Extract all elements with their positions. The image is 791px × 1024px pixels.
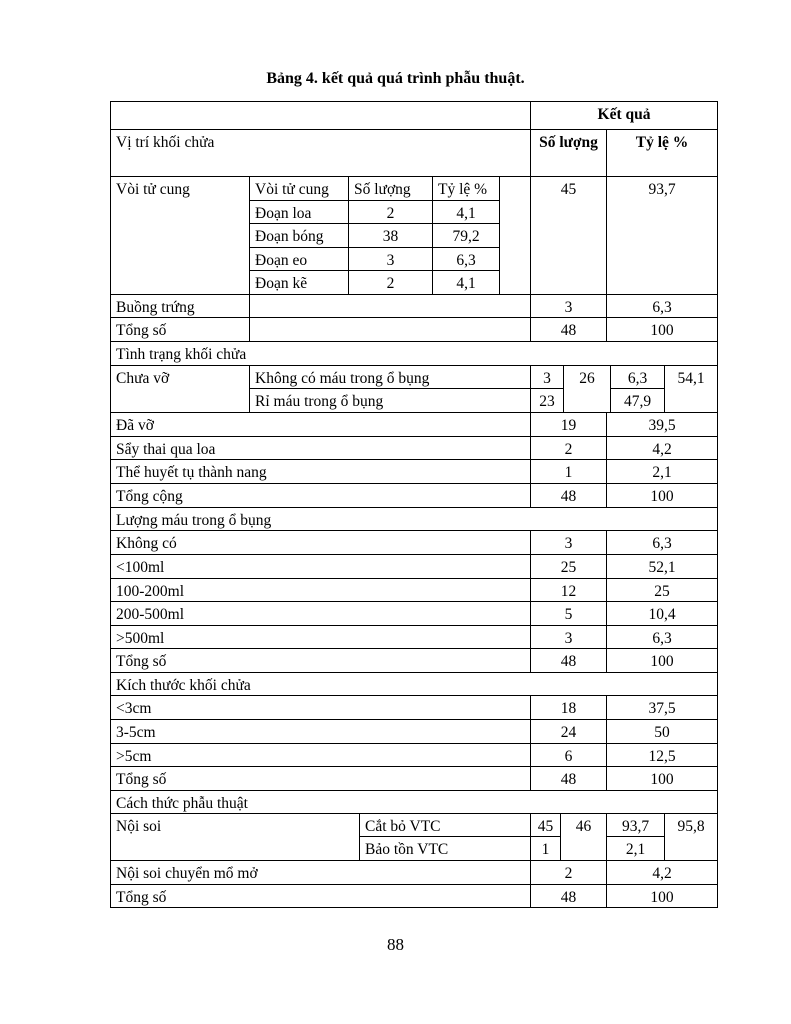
cell-total-count: 26 bbox=[563, 365, 611, 413]
row-label: 200-500ml bbox=[110, 601, 531, 626]
cell-pct: 12,5 bbox=[606, 743, 718, 767]
sub-row-name: Đoạn kẽ bbox=[249, 270, 349, 295]
cell-count: 25 bbox=[530, 554, 607, 579]
cell-pct: 100 bbox=[606, 884, 718, 908]
row-label: >5cm bbox=[110, 743, 531, 767]
sub-row-pct: 6,3 bbox=[432, 247, 500, 271]
cell-count: 48 bbox=[530, 317, 607, 342]
cell-pct: 39,5 bbox=[606, 412, 718, 437]
section-header: Tình trạng khối chửa bbox=[110, 341, 718, 366]
sub-row-name: Cắt bỏ VTC bbox=[359, 813, 531, 837]
row-label: Thể huyết tụ thành nang bbox=[110, 459, 531, 484]
cell-count: 3 bbox=[530, 625, 607, 649]
sub-header-count: Số lượng bbox=[348, 176, 433, 201]
cell-pct: 50 bbox=[606, 719, 718, 744]
cell-pct: 6,3 bbox=[606, 530, 718, 555]
cell-count: 1 bbox=[530, 459, 607, 484]
row-label: 3-5cm bbox=[110, 719, 531, 744]
row-label-voi-tu-cung: Vòi tử cung bbox=[110, 176, 250, 295]
sub-row-count: 23 bbox=[530, 388, 564, 413]
cell-pct: 4,2 bbox=[606, 436, 718, 460]
sub-row-name: Đoạn bóng bbox=[249, 223, 349, 248]
sub-row-pct: 47,9 bbox=[610, 388, 665, 413]
row-label: >500ml bbox=[110, 625, 531, 649]
cell-count: 48 bbox=[530, 648, 607, 673]
page-number: 88 bbox=[387, 935, 404, 954]
cell-count: 18 bbox=[530, 695, 607, 720]
section-header: Lượng máu trong ổ bụng bbox=[110, 507, 718, 531]
cell-pct: 52,1 bbox=[606, 554, 718, 579]
row-label: 100-200ml bbox=[110, 578, 531, 602]
sub-row-pct: 4,1 bbox=[432, 200, 500, 224]
header-vi-tri: Vị trí khối chửa bbox=[110, 129, 531, 177]
cell-pct: 100 bbox=[606, 317, 718, 342]
sub-row-name: Không có máu trong ổ bụng bbox=[249, 365, 531, 389]
sub-row-pct: 2,1 bbox=[606, 836, 665, 861]
cell-total-pct: 54,1 bbox=[664, 365, 718, 413]
header-so-luong: Số lượng bbox=[530, 129, 607, 177]
sub-row-count: 3 bbox=[530, 365, 564, 389]
cell-total-pct: 95,8 bbox=[664, 813, 718, 861]
header-ty-le: Tỷ lệ % bbox=[606, 129, 718, 177]
cell-pct: 100 bbox=[606, 648, 718, 673]
sub-row-count: 2 bbox=[348, 270, 433, 295]
cell-pct: 100 bbox=[606, 483, 718, 508]
section-header: Cách thức phẫu thuật bbox=[110, 790, 718, 814]
row-label: Sẩy thai qua loa bbox=[110, 436, 531, 460]
cell-count: 19 bbox=[530, 412, 607, 437]
cell-count: 2 bbox=[530, 436, 607, 460]
sub-row-pct: 79,2 bbox=[432, 223, 500, 248]
row-label: Đã vỡ bbox=[110, 412, 531, 437]
cell-count: 6 bbox=[530, 743, 607, 767]
cell-count: 48 bbox=[530, 766, 607, 791]
row-label: Buồng trứng bbox=[110, 294, 250, 318]
cell-pct: 2,1 bbox=[606, 459, 718, 484]
sub-row-count: 45 bbox=[530, 813, 561, 837]
cell-pct: 93,7 bbox=[606, 176, 718, 295]
sub-spacer bbox=[499, 176, 531, 295]
sub-header-name: Vòi tử cung bbox=[249, 176, 349, 201]
row-label: Tổng cộng bbox=[110, 483, 531, 508]
cell-pct: 6,3 bbox=[606, 625, 718, 649]
cell-count: 45 bbox=[530, 176, 607, 295]
cell-count: 3 bbox=[530, 294, 607, 318]
sub-row-name: Đoạn loa bbox=[249, 200, 349, 224]
row-label: Nội soi chuyển mổ mở bbox=[110, 860, 531, 885]
table-title: Bảng 4. kết quả quá trình phẫu thuật. bbox=[266, 70, 525, 87]
sub-row-pct: 4,1 bbox=[432, 270, 500, 295]
sub-row-pct: 6,3 bbox=[610, 365, 665, 389]
cell-count: 3 bbox=[530, 530, 607, 555]
row-label: Tổng số bbox=[110, 766, 531, 791]
row-label: Chưa vỡ bbox=[110, 365, 250, 413]
row-label: <3cm bbox=[110, 695, 531, 720]
row-label: Không có bbox=[110, 530, 531, 555]
row-label: Nội soi bbox=[110, 813, 360, 861]
cell-count: 2 bbox=[530, 860, 607, 885]
cell-count: 5 bbox=[530, 601, 607, 626]
blank-cell bbox=[249, 317, 531, 342]
cell-pct: 25 bbox=[606, 578, 718, 602]
header-blank bbox=[110, 101, 531, 130]
sub-row-count: 38 bbox=[348, 223, 433, 248]
sub-row-count: 3 bbox=[348, 247, 433, 271]
section-header: Kích thước khối chửa bbox=[110, 672, 718, 696]
header-ket-qua: Kết quả bbox=[530, 101, 718, 130]
cell-pct: 6,3 bbox=[606, 294, 718, 318]
row-label: Tổng số bbox=[110, 884, 531, 908]
cell-count: 12 bbox=[530, 578, 607, 602]
sub-row-count: 2 bbox=[348, 200, 433, 224]
row-label: <100ml bbox=[110, 554, 531, 579]
row-label: Tổng số bbox=[110, 317, 250, 342]
cell-pct: 100 bbox=[606, 766, 718, 791]
cell-count: 24 bbox=[530, 719, 607, 744]
sub-header-pct: Tỷ lệ % bbox=[432, 176, 500, 201]
cell-count: 48 bbox=[530, 884, 607, 908]
cell-pct: 37,5 bbox=[606, 695, 718, 720]
cell-pct: 4,2 bbox=[606, 860, 718, 885]
cell-count: 48 bbox=[530, 483, 607, 508]
sub-row-count: 1 bbox=[530, 836, 561, 861]
sub-row-name: Bảo tồn VTC bbox=[359, 836, 531, 861]
cell-total-count: 46 bbox=[560, 813, 607, 861]
blank-cell bbox=[249, 294, 531, 318]
sub-row-pct: 93,7 bbox=[606, 813, 665, 837]
sub-row-name: Đoạn eo bbox=[249, 247, 349, 271]
cell-pct: 10,4 bbox=[606, 601, 718, 626]
sub-row-name: Rỉ máu trong ổ bụng bbox=[249, 388, 531, 413]
row-label: Tổng số bbox=[110, 648, 531, 673]
